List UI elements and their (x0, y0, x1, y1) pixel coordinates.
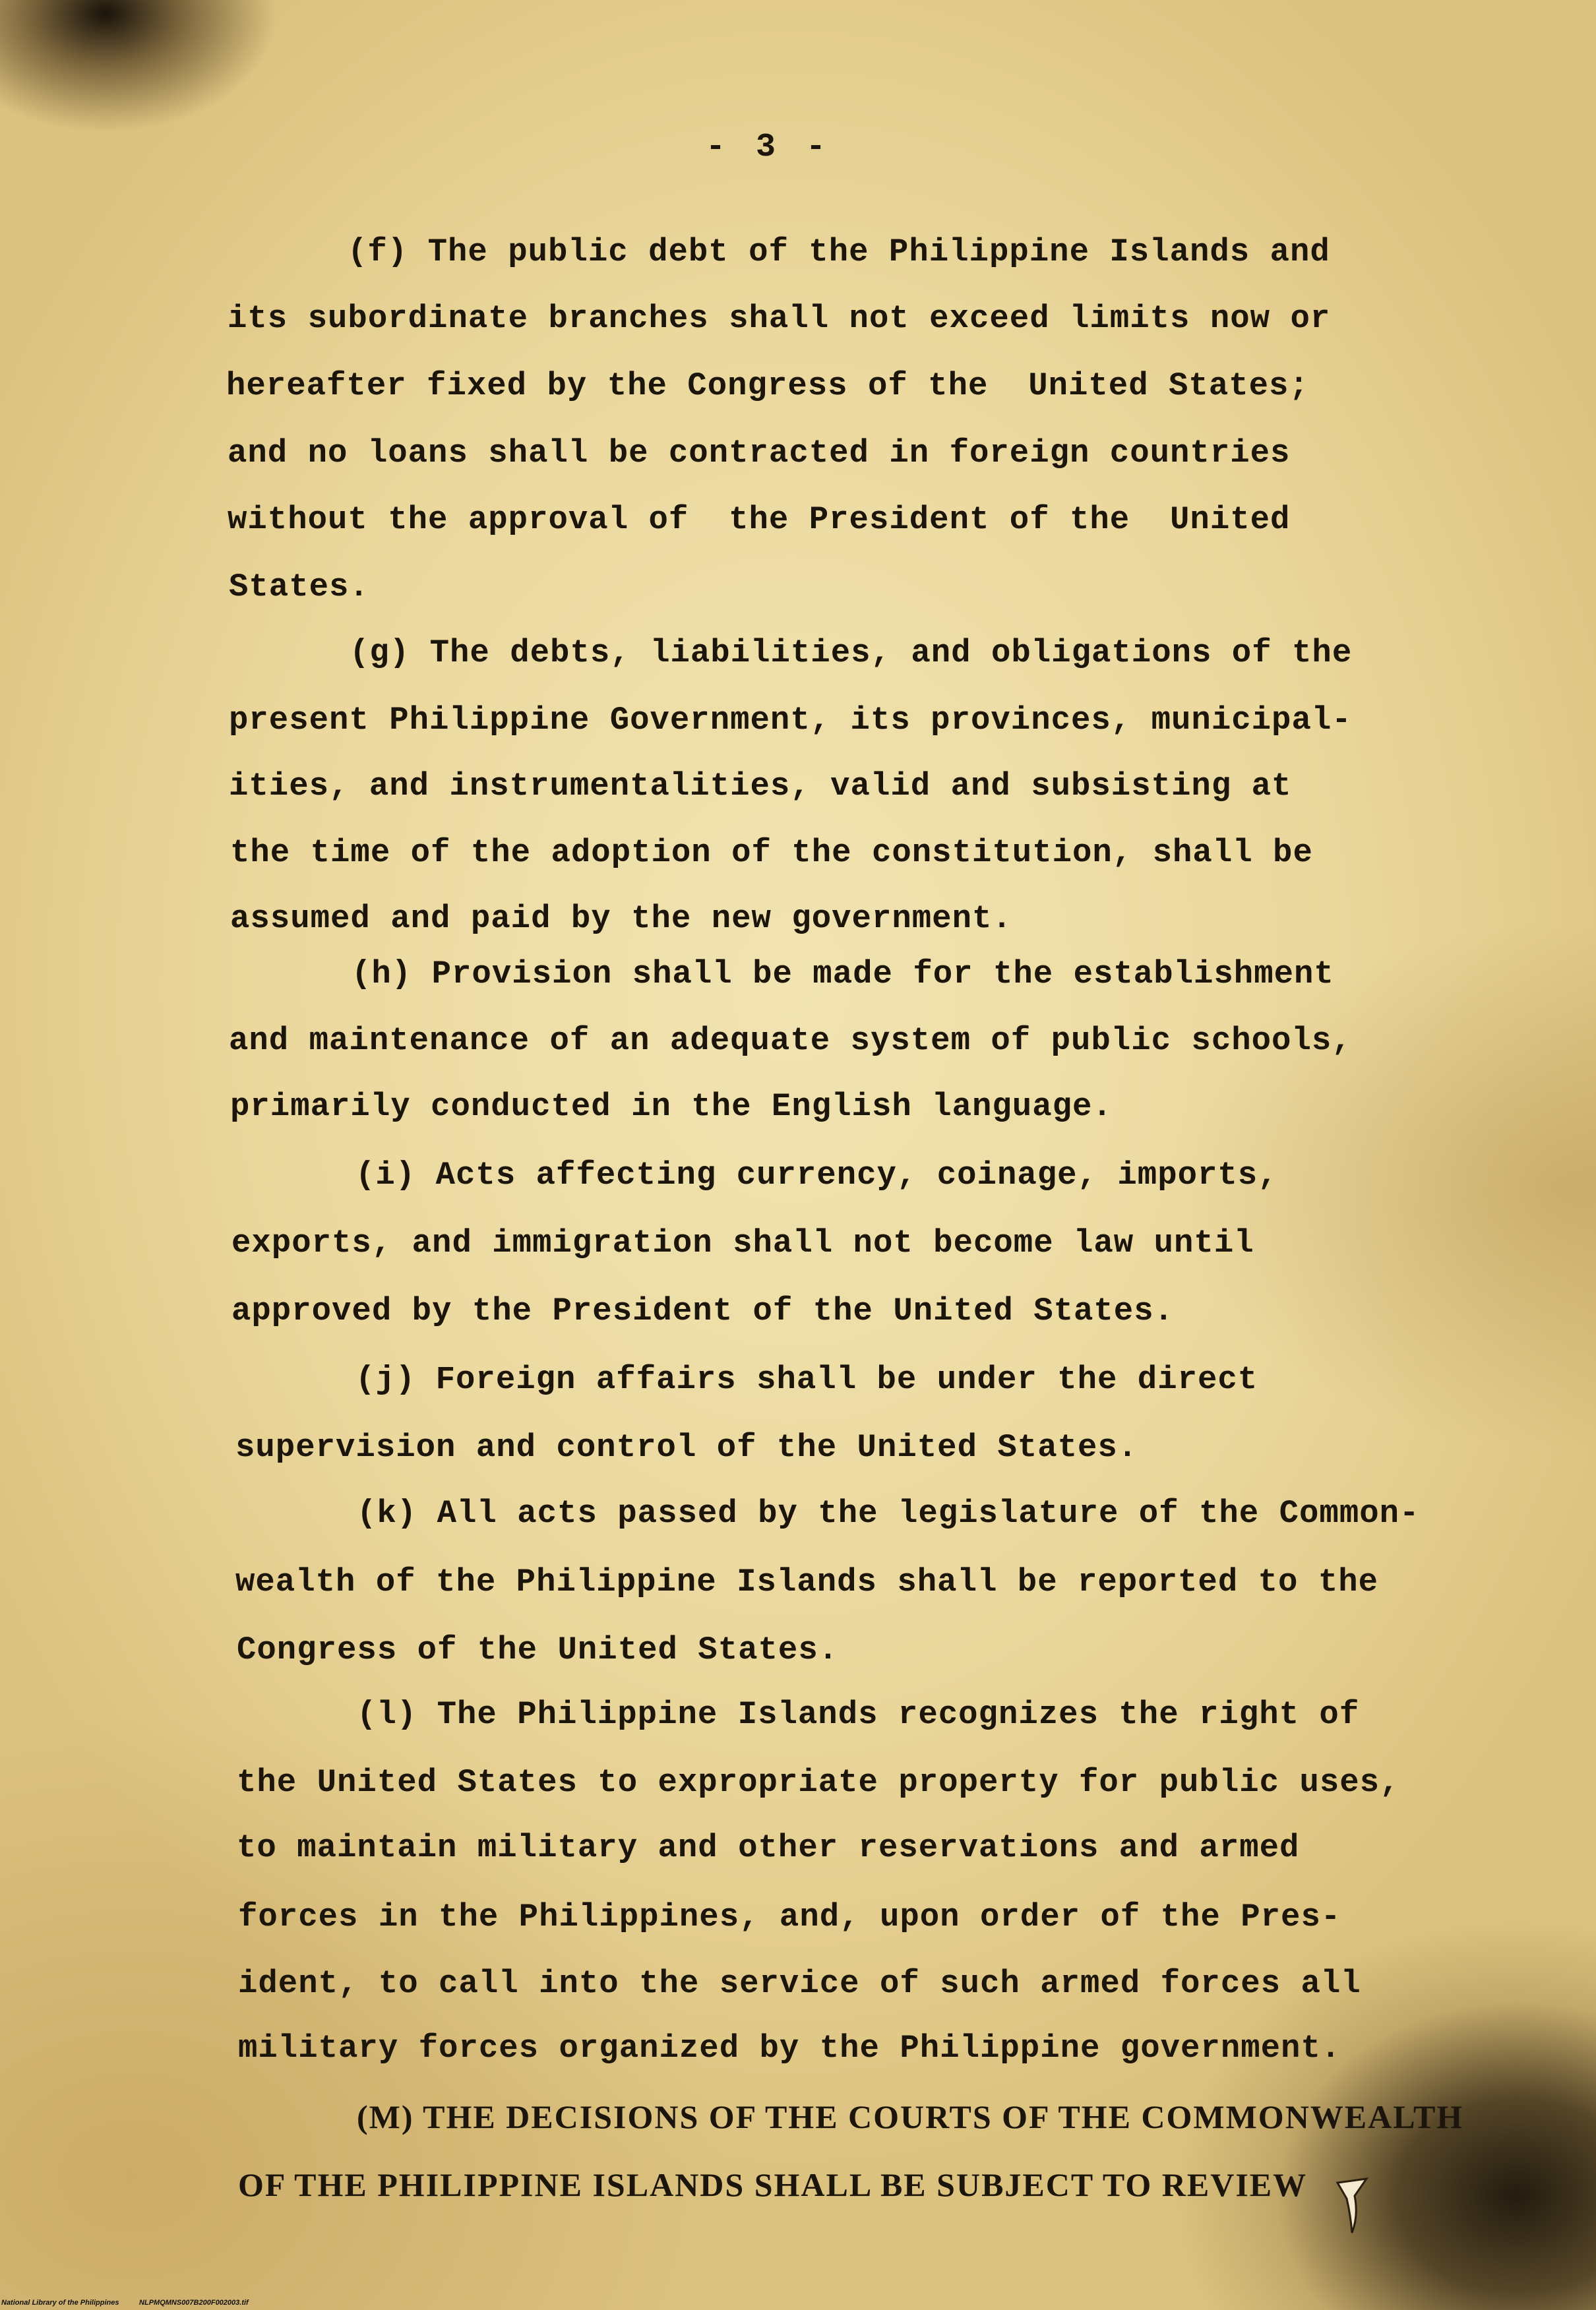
paragraph-l-line-2: the United States to expropriate property for public uses, (237, 1764, 1400, 1801)
paragraph-i-line-2: exports, and immigration shall not become law until (231, 1225, 1254, 1261)
paragraph-h-line-1: (h) Provision shall be made for the establishment (352, 956, 1334, 992)
paragraph-g-line-1: (g) The debts, liabilities, and obligations of the (350, 634, 1353, 671)
paragraph-g-line-5: assumed and paid by the new government. (230, 900, 1012, 937)
paragraph-g-line-4: the time of the adoption of the constitution, shall be (230, 834, 1313, 871)
paragraph-l-line-6: military forces organized by the Philippine government. (238, 2030, 1341, 2067)
paragraph-k-line-3: Congress of the United States. (237, 1631, 839, 1668)
paragraph-f-line-2: its subordinate branches shall not exceed limits now or (228, 300, 1331, 337)
paragraph-k-line-2: wealth of the Philippine Islands shall be reported to the (235, 1564, 1379, 1600)
paragraph-i-line-1: (i) Acts affecting currency, coinage, imports, (355, 1157, 1278, 1194)
paragraph-h-line-2: and maintenance of an adequate system of public schools, (229, 1022, 1352, 1059)
paragraph-k-line-1: (k) All acts passed by the legislature of the Common- (357, 1495, 1420, 1532)
paragraph-i-line-3: approved by the President of the United States. (231, 1292, 1175, 1329)
paragraph-l-line-1: (l) The Philippine Islands recognizes the right of (357, 1696, 1360, 1733)
paragraph-g-line-3: ities, and instrumentalities, valid and subsisting at (229, 768, 1292, 805)
paragraph-f-line-4: and no loans shall be contracted in foreign countries (228, 435, 1291, 471)
paragraph-l-line-4: forces in the Philippines, and, upon order of the Pres- (238, 1899, 1341, 1935)
paragraph-l-line-5: ident, to call into the service of such armed forces all (238, 1965, 1361, 2002)
paragraph-j-line-1: (j) Foreign affairs shall be under the direct (355, 1361, 1258, 1398)
archive-footer (1, 2299, 249, 2307)
paragraph-m-line-2: OF THE PHILIPPINE ISLANDS SHALL BE SUBJECT TO REVIEW (238, 2166, 1308, 2203)
paragraph-g-line-2: present Philippine Government, its provinces, municipal- (229, 702, 1352, 739)
torn-paper-curl (1332, 2176, 1372, 2235)
paragraph-f-line-1: (f) The public debt of the Philippine Islands and (348, 233, 1330, 270)
paragraph-f-line-3: hereafter fixed by the Congress of the United States; (226, 367, 1309, 404)
paragraph-l-line-3: to maintain military and other reservations and armed (237, 1829, 1300, 1866)
footer-institution: National Library of the Philippines (1, 2299, 119, 2307)
footer-file-id: NLPMQMNS007B200F002003.tif (139, 2299, 249, 2307)
paragraph-f-line-5: without the approval of the President of the United (228, 501, 1291, 538)
paragraph-h-line-3: primarily conducted in the English language. (230, 1088, 1113, 1125)
paragraph-f-line-6: States. (229, 568, 369, 605)
paragraph-j-line-2: supervision and control of the United States. (235, 1429, 1138, 1466)
paragraph-m-line-1: (M) THE DECISIONS OF THE COURTS OF THE COMMONWEALTH (357, 2098, 1464, 2135)
page-number: - 3 - (706, 129, 832, 166)
